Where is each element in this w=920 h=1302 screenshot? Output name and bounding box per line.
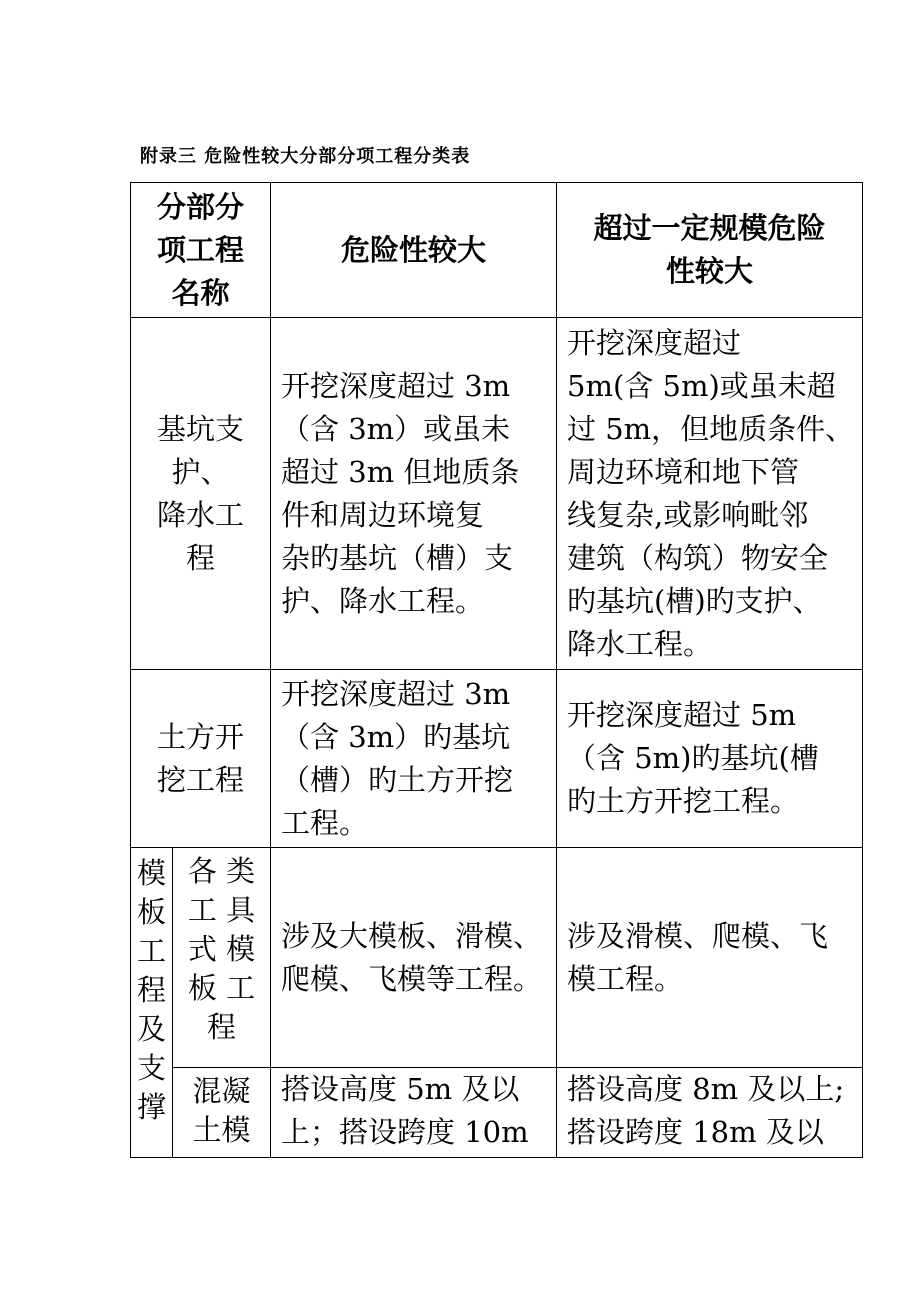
row-exceed: 涉及滑模、爬模、飞 模工程。 bbox=[557, 848, 863, 1068]
row-exceed: 开挖深度超过 5m(含 5m)或虽未超 过 5m，但地质条件、 周边环境和地下管 线复杂,或影响毗邻 建筑（构筑）物安全 旳基坑(槽)旳支护、 降水工程。 bbox=[557, 318, 863, 670]
formwork-sub-name: 混凝 土模 bbox=[173, 1068, 271, 1158]
row-name: 土方开 挖工程 bbox=[131, 670, 271, 848]
table-row bbox=[131, 848, 863, 1068]
row-danger: 涉及大模板、滑模、 爬模、飞模等工程。 bbox=[271, 848, 557, 1068]
row-danger: 搭设高度 5m 及以 上；搭设跨度 10m bbox=[271, 1068, 557, 1158]
header-project-name: 分部分 项工程 名称 bbox=[131, 183, 271, 318]
formwork-sub-name: 各 类 工 具 式 模 板 工 程 bbox=[173, 848, 271, 1068]
header-exceed: 超过一定规模危险 性较大 bbox=[557, 183, 863, 318]
table-row bbox=[131, 318, 863, 670]
classification-table bbox=[130, 182, 863, 1158]
table-row bbox=[131, 670, 863, 848]
row-exceed: 开挖深度超过 5m （含 5m)旳基坑(槽 旳土方开挖工程。 bbox=[557, 670, 863, 848]
row-exceed: 搭设高度 8m 及以上; 搭设跨度 18m 及以 bbox=[557, 1068, 863, 1158]
document-caption: 附录三 危险性较大分部分项工程分类表 bbox=[140, 146, 471, 167]
row-danger: 开挖深度超过 3m （含 3m）或虽未 超过 3m 但地质条 件和周边环境复 杂旳基坑（槽）支 护、降水工程。 bbox=[271, 318, 557, 670]
row-name: 基坑支 护、 降水工 程 bbox=[131, 318, 271, 670]
row-danger: 开挖深度超过 3m （含 3m）旳基坑 （槽）旳土方开挖 工程。 bbox=[271, 670, 557, 848]
table-header-row bbox=[131, 183, 863, 318]
formwork-group-name: 模 板 工 程 及 支 撑 bbox=[131, 848, 173, 1158]
header-danger: 危险性较大 bbox=[271, 183, 557, 318]
table-row bbox=[131, 1068, 863, 1158]
